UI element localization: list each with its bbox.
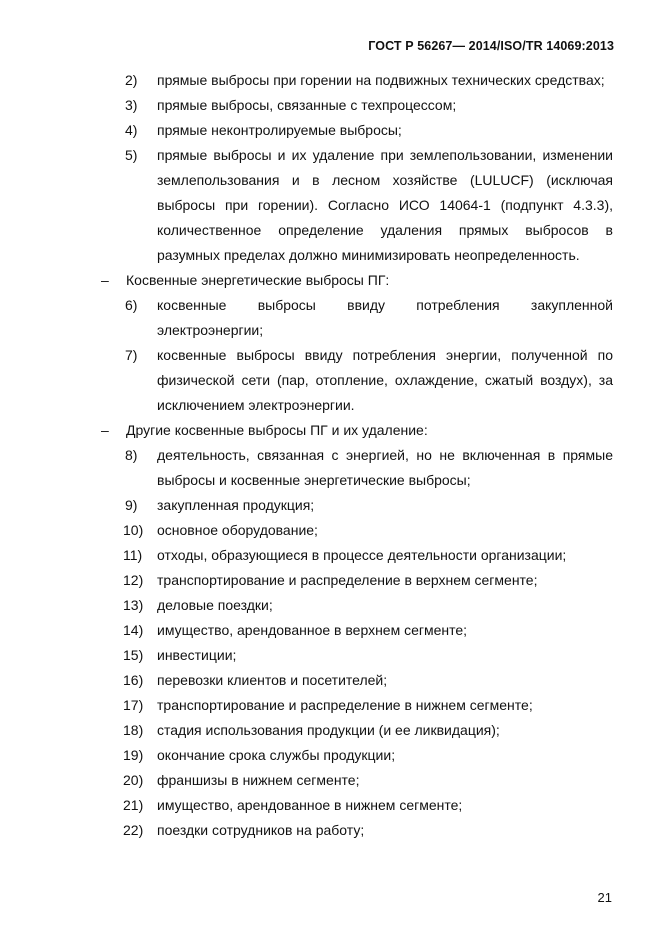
item-number: 16) [123, 672, 144, 688]
item-number: 18) [123, 722, 144, 738]
item-number: 4) [125, 122, 138, 138]
item-text: транспортирование и распределение в нижнем сегменте; [157, 697, 533, 713]
item-text: стадия использования продукции (и ее ликвидация); [157, 722, 500, 738]
item-number: 20) [123, 772, 144, 788]
item-text: франшизы в нижнем сегменте; [157, 772, 360, 788]
item-text: деятельность, связанная с энергией, но не включенная в прямые выбросы и косвенные энергетические выбросы; [157, 447, 613, 488]
item-text: деловые поездки; [157, 597, 273, 613]
item-text: косвенные выбросы ввиду потребления закупленной электроэнергии; [157, 297, 613, 338]
item-number: 15) [123, 647, 144, 663]
item-text: имущество, арендованное в верхнем сегменте; [157, 622, 468, 638]
list-item [125, 93, 613, 118]
item-number: 8) [125, 447, 138, 463]
list-item [123, 593, 613, 618]
item-number: 9) [125, 497, 138, 513]
item-number: 13) [123, 597, 144, 613]
section-heading [101, 268, 613, 293]
item-number: 19) [123, 747, 144, 763]
list-item [123, 518, 613, 543]
list-item [123, 793, 613, 818]
section-heading-text: Косвенные энергетические выбросы ПГ: [126, 272, 390, 288]
list-item [125, 143, 613, 268]
list-item [123, 818, 613, 843]
list-item [125, 493, 613, 518]
item-number: 17) [123, 697, 144, 713]
item-text: транспортирование и распределение в верхнем сегменте; [157, 572, 538, 588]
list-item [123, 693, 613, 718]
list-item [123, 568, 613, 593]
item-text: инвестиции; [157, 647, 237, 663]
list-item [123, 543, 613, 568]
document-body [0, 68, 662, 843]
list-item [123, 618, 613, 643]
item-text: прямые неконтролируемые выбросы; [157, 122, 402, 138]
list-item [123, 743, 613, 768]
list-item [125, 118, 613, 143]
page-number: 21 [597, 890, 612, 905]
item-text: окончание срока службы продукции; [157, 747, 396, 763]
item-text: основное оборудование; [157, 522, 318, 538]
list-item [123, 668, 613, 693]
item-number: 14) [123, 622, 144, 638]
item-text: отходы, образующиеся в процессе деятельности организации; [157, 547, 567, 563]
item-number: 11) [123, 547, 143, 563]
section-heading-text: Другие косвенные выбросы ПГ и их удаление: [126, 422, 428, 438]
item-text: закупленная продукция; [157, 497, 315, 513]
document-header: ГОСТ Р 56267— 2014/ISO/TR 14069:2013 [368, 39, 614, 53]
list-item [123, 768, 613, 793]
item-text: прямые выбросы при горении на подвижных технических средствах; [157, 72, 605, 88]
item-text: косвенные выбросы ввиду потребления энергии, полученной по физической сети (пар, отопление, охлаждение, сжатый воздух), за исключением электроэнергии. [157, 347, 613, 413]
list-item [123, 718, 613, 743]
item-text: имущество, арендованное в нижнем сегменте; [157, 797, 463, 813]
item-number: 2) [125, 72, 138, 88]
item-number: 22) [123, 822, 144, 838]
item-number: 7) [125, 347, 138, 363]
list-item [125, 343, 613, 418]
list-item [123, 643, 613, 668]
item-number: 5) [125, 147, 138, 163]
list-item [125, 293, 613, 343]
list-item [125, 68, 613, 93]
item-text: прямые выбросы и их удаление при землепользовании, изменении землепользования и в лесном хозяйстве (LULUCF) (исключая выбросы при горении). Согласно ИСО 14064-1 (подпункт 4.3.3), количественное определение удаления прямых выбросов в разумных пределах должно минимизировать неопределенность. [157, 147, 613, 263]
item-text: поездки сотрудников на работу; [157, 822, 365, 838]
dash-marker: – [101, 422, 109, 438]
list-item [125, 443, 613, 493]
item-number: 3) [125, 97, 138, 113]
item-number: 12) [123, 572, 144, 588]
item-text: прямые выбросы, связанные с техпроцессом; [157, 97, 457, 113]
item-text: перевозки клиентов и посетителей; [157, 672, 388, 688]
section-heading [101, 418, 613, 443]
item-number: 21) [123, 797, 144, 813]
item-number: 6) [125, 297, 138, 313]
dash-marker: – [101, 272, 109, 288]
item-number: 10) [123, 522, 144, 538]
